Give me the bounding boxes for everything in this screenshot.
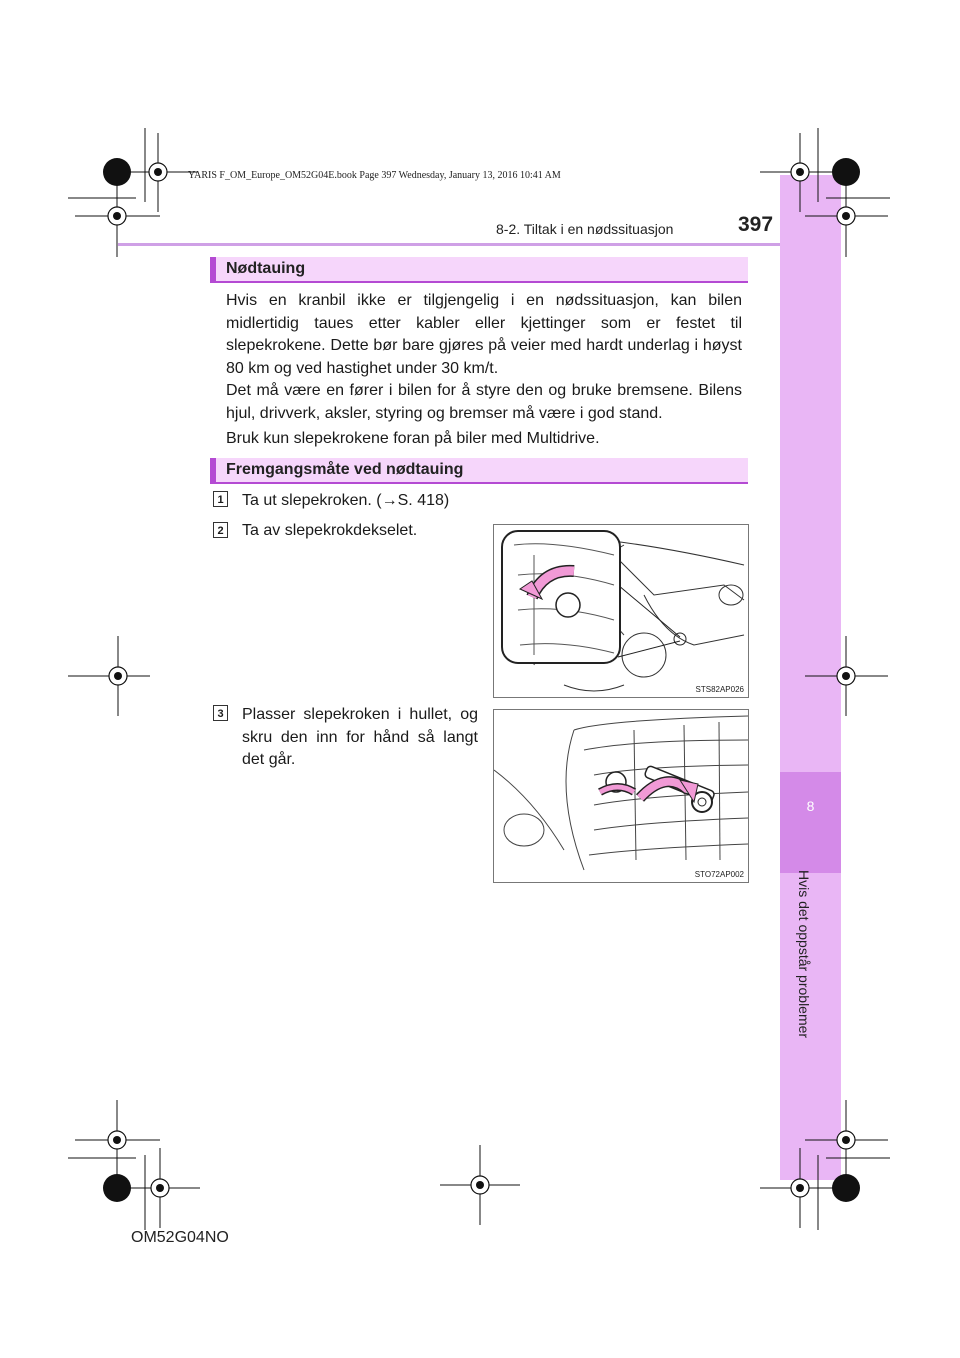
page-number: 397 [738, 213, 774, 236]
figure-remove-cover [493, 524, 749, 698]
paragraph-towing-intro: Hvis en kranbil ikke er tilgjengelig i en nødssituasjon, kan bilen midlertidig taues etter kabler eller kjettinger som er festet til slepekrokene. Dette bør bare gjøres på veier med hardt underlag i høyst 80 km og ved hastighet under 30 km/t. [226, 292, 742, 377]
step-number-1: 1 [213, 491, 228, 507]
chapter-number: 8 [806, 798, 815, 814]
bumper-cover-illustration [494, 525, 748, 697]
book-file-header: YARIS F_OM_Europe_OM52G04E.book Page 397 Wednesday, January 13, 2016 10:41 AM [188, 170, 561, 181]
step-1-text-before: Ta ut slepekroken. ( [242, 492, 382, 509]
document-code: OM52G04NO [131, 1229, 229, 1246]
heading-towing-procedure: Fremgangsmåte ved nødtauing [226, 461, 464, 478]
step-number-3: 3 [213, 705, 228, 721]
figure-install-hook [493, 709, 749, 883]
paragraph-multidrive-note: Bruk kun slepekrokene foran på biler med Multidrive. [226, 430, 600, 447]
paragraph-driver-requirement: Det må være en fører i bilen for å styre den og bruke bremsene. Bilens hjul, drivverk, aksler, styring og bremser må være i god stand. [226, 382, 742, 422]
step-3-text: Plasser slepekroken i hullet, og skru den inn for hånd så langt det går. [242, 706, 478, 768]
step-number-2: 2 [213, 522, 228, 538]
step-1-text [242, 490, 449, 513]
tow-hook-illustration [494, 710, 748, 882]
figure-code-1: STS82AP026 [695, 685, 744, 694]
chapter-title: Hvis det oppstår problemer [796, 870, 812, 1039]
heading-emergency-towing: Nødtauing [226, 260, 306, 277]
header-rule [118, 243, 780, 246]
section-title: 8-2. Tiltak i en nødssituasjon [496, 221, 674, 237]
chapter-number-block [780, 772, 841, 873]
step-2-text: Ta av slepekrokdekselet. [242, 522, 418, 539]
figure-code-2: STO72AP002 [694, 870, 744, 879]
arrow-reference-symbol: → [381, 492, 398, 509]
step-1-text-after: S. 418) [397, 492, 450, 509]
